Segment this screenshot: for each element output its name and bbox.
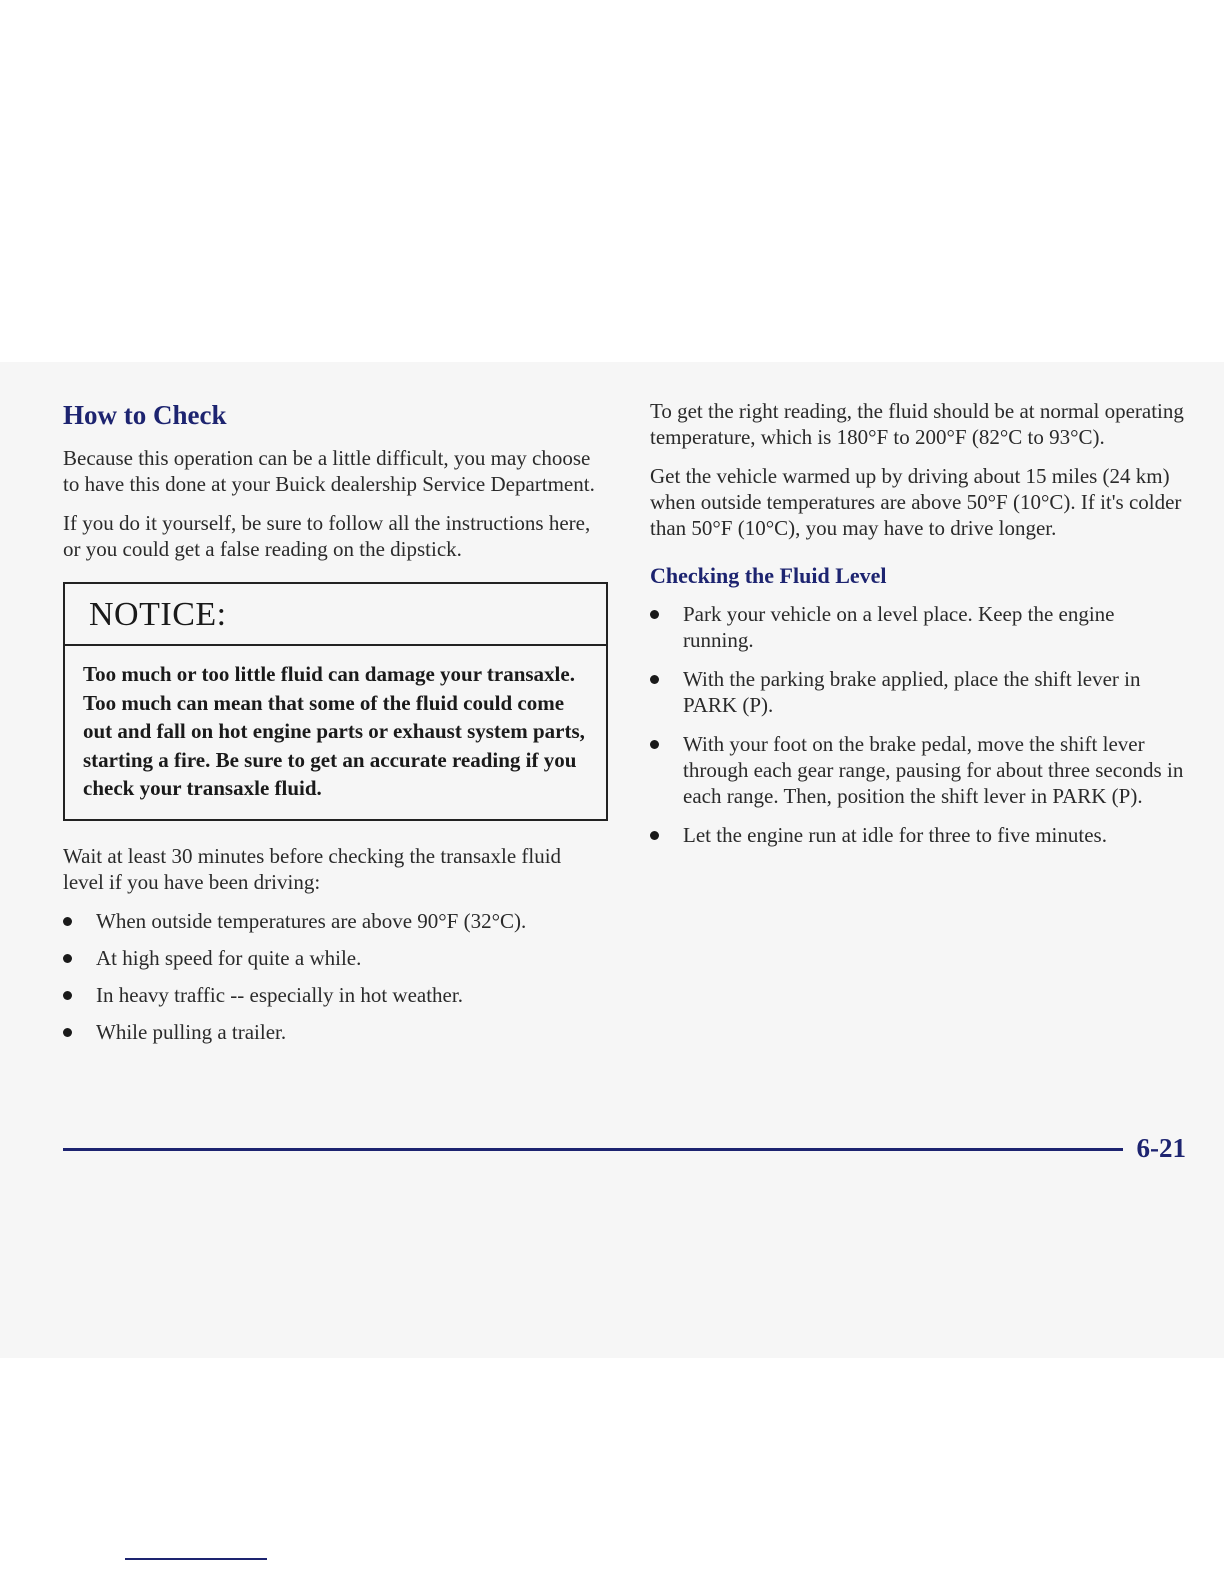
list-item <box>650 731 1185 809</box>
checking-steps-list <box>650 601 1185 848</box>
list-item-text: At high speed for quite a while. <box>96 945 362 970</box>
bullet-icon <box>63 1028 72 1037</box>
wait-paragraph: Wait at least 30 minutes before checking the transaxle fluid level if you have been driving: <box>63 843 562 894</box>
right-column <box>650 398 1185 861</box>
list-item-text: With the parking brake applied, place the shift lever in PARK (P). <box>683 667 1141 717</box>
list-item-text: When outside temperatures are above 90°F (32°C). <box>96 908 527 933</box>
list-item <box>650 601 1185 653</box>
bullet-icon <box>650 831 659 840</box>
instructions-paragraph: If you do it yourself, be sure to follow all the instructions here, or you could get a false reading on the dipstick. <box>63 511 591 561</box>
footer-rule <box>63 1148 1123 1151</box>
list-item-text: Let the engine run at idle for three to five minutes. <box>683 823 1107 847</box>
list-item-text: In heavy traffic -- especially in hot weather. <box>96 982 463 1007</box>
list-item <box>63 1019 603 1045</box>
list-item-text: With your foot on the brake pedal, move the shift lever through each gear range, pausing for about three seconds in each range. Then, position the shift lever in PARK (P). <box>683 732 1184 808</box>
sub-heading: Checking the Fluid Level <box>650 563 887 588</box>
list-item-text: While pulling a trailer. <box>96 1019 287 1044</box>
driving-conditions-list <box>63 908 603 1045</box>
list-item <box>650 666 1185 718</box>
bullet-icon <box>63 917 72 926</box>
temperature-paragraph: To get the right reading, the fluid should be at normal operating temperature, which is 180°F to 200°F (82°C to 93°C). <box>650 399 1184 449</box>
notice-title: NOTICE: <box>65 584 606 646</box>
left-column <box>63 400 603 1056</box>
bullet-icon <box>650 740 659 749</box>
bullet-icon <box>63 954 72 963</box>
list-item <box>63 982 603 1008</box>
notice-text: Too much or too little fluid can damage your transaxle. Too much can mean that some of the fluid could come out and fall on hot engine parts or exhaust system parts, starting a fire. Be sure to get an accurate reading if you check your transaxle fluid. <box>83 662 585 800</box>
page-number: 6-21 <box>1136 1133 1186 1163</box>
intro-paragraph: Because this operation can be a little difficult, you may choose to have this done at your Buick dealership Service Department. <box>63 446 595 496</box>
list-item-text: Park your vehicle on a level place. Keep the engine running. <box>683 602 1115 652</box>
bullet-icon <box>650 675 659 684</box>
bullet-icon <box>63 991 72 1000</box>
bottom-rule <box>125 1558 267 1560</box>
list-item <box>63 908 603 934</box>
warm-up-paragraph: Get the vehicle warmed up by driving about 15 miles (24 km) when outside temperatures are above 50°F (10°C). If it's colder than 50°F (10°C), you may have to drive longer. <box>650 464 1182 540</box>
section-heading: How to Check <box>63 400 227 430</box>
notice-box <box>63 582 608 821</box>
list-item <box>650 822 1185 848</box>
list-item <box>63 945 603 971</box>
bullet-icon <box>650 610 659 619</box>
